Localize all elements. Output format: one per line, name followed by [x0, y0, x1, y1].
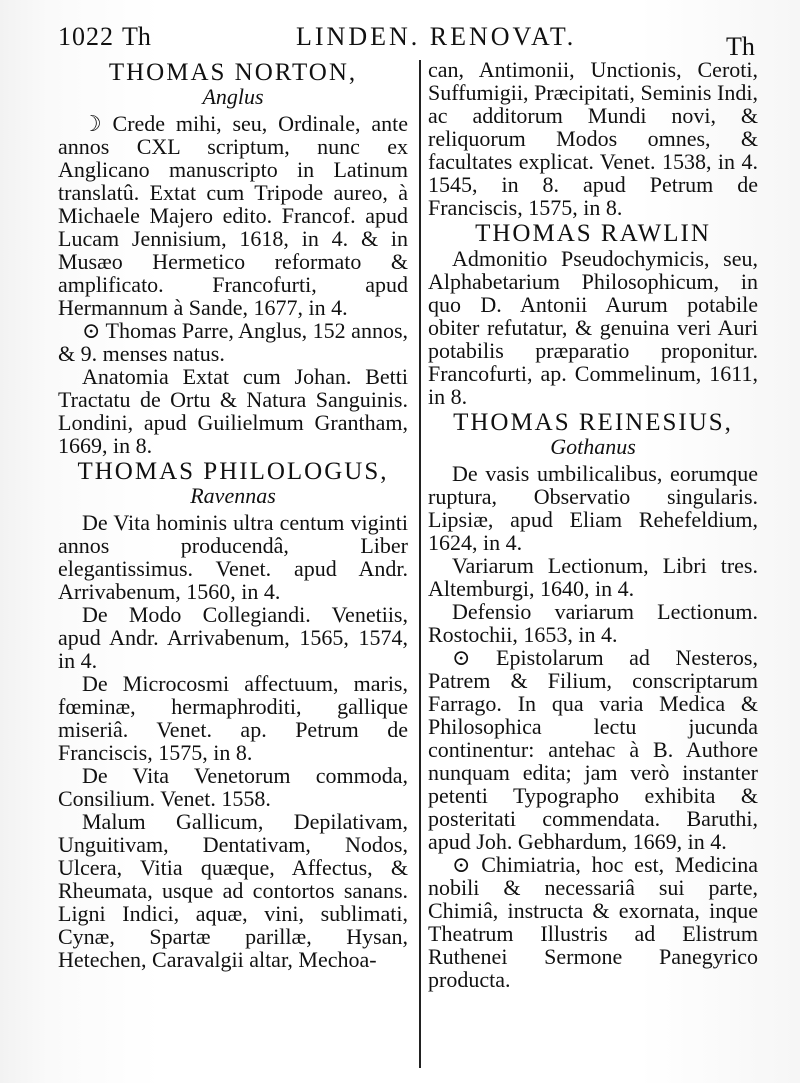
author-heading: THOMAS RAWLIN	[475, 220, 711, 247]
catchword-right: Th	[726, 32, 755, 61]
right-column	[428, 58, 758, 1069]
bibliography-entry: ⊙ Chimiatria, hoc est, Medicina nobili & necessariâ sui parte, Chimiâ, instructa & exornata, inque Theatrum Illustris ad Elistrum Ruthenei Sermone Panegyrico producta.	[428, 852, 758, 992]
bibliography-entry: ⊙ Thomas Parre, Anglus, 152 annos, & 9. menses natus.	[58, 318, 408, 366]
author-origin: Ravennas	[190, 483, 276, 508]
page-number: 1022	[58, 22, 114, 51]
column-divider	[419, 60, 421, 1068]
bibliography-entry: De Vita Venetorum commoda, Consilium. Venet. 1558.	[58, 763, 408, 811]
author-origin: Gothanus	[550, 434, 636, 459]
bibliography-entry-continued: can, Antimonii, Unctionis, Ceroti, Suffumigii, Præcipitati, Seminis Indi, ac additorum Mundi novi, & reliquorum Modos omnes, & facultates explicat. Venet. 1538, in 4. 1545, in 8. apud Petrum de Franciscis, 1575, in 8.	[428, 58, 758, 220]
author-heading: THOMAS NORTON,	[108, 59, 358, 86]
bibliography-entry: De Modo Collegiandi. Venetiis, apud Andr. Arrivabenum, 1565, 1574, in 4.	[58, 602, 408, 673]
bibliography-entry: Anatomia Extat cum Johan. Betti Tractatu de Ortu & Natura Sanguinis. Londini, apud Guilielmum Grantham, 1669, in 8.	[58, 364, 408, 458]
catchword-left: Th	[122, 22, 151, 51]
running-title: LINDEN. RENOVAT.	[296, 22, 577, 51]
bibliography-entry: De vasis umbilicalibus, eorumque ruptura, Observatio singularis. Lipsiæ, apud Eliam Rehefeldium, 1624, in 4.	[428, 461, 758, 555]
bibliography-entry: ⊙ Epistolarum ad Nesteros, Patrem & Filium, conscriptarum Farrago. In qua varia Medica & Philosophica lectu jucunda continentur: antehac à B. Authore nunquam edita; jam verò instanter petenti Typographo exhibita & posteritati commendata. Baruthi, apud Joh. Gebhardum, 1669, in 4.	[428, 645, 758, 854]
bibliography-entry: ☽ Crede mihi, seu, Ordinale, ante annos CXL scriptum, nunc ex Anglicano manuscripto in Latinum translatû. Extat cum Tripode aureo, à Michaele Majero edito. Francof. apud Lucam Jennisium, 1618, in 4. & in Musæo Hermetico reformato & amplificato. Francofurti, apud Hermannum à Sande, 1677, in 4.	[58, 111, 408, 320]
page-header	[0, 18, 800, 61]
bibliography-entry: Malum Gallicum, Depilativam, Unguitivam, Dentativam, Nodos, Ulcera, Vitia quæque, Affectus, & Rheumata, usque ad contortos sanans. Ligni Indici, aquæ, vini, sublimati, Cynæ, Spartæ parillæ, Hysan, Hetechen, Caravalgii altar, Mechoa-	[58, 809, 408, 972]
bibliography-entry: Defensio variarum Lectionum. Rostochii, 1653, in 4.	[428, 599, 758, 647]
bibliography-entry: Admonitio Pseudochymicis, seu, Alphabetarium Philosophicum, in quo D. Antonii Aurum potabile obiter refutatur, & genuina veri Auri potabilis præparatio proponitur. Francofurti, ap. Commelinum, 1611, in 8.	[428, 246, 758, 409]
bibliography-entry: De Vita hominis ultra centum viginti annos producendâ, Liber elegantissimus. Venet. apud Andr. Arrivabenum, 1560, in 4.	[58, 510, 408, 604]
author-origin: Anglus	[202, 84, 264, 109]
bibliography-entry: De Microcosmi affectuum, maris, fœminæ, hermaphroditi, gallique miseriâ. Venet. ap. Petrum de Franciscis, 1575, in 8.	[58, 671, 408, 765]
author-heading: THOMAS REINESIUS,	[453, 409, 733, 436]
left-column	[58, 58, 408, 1069]
bibliography-entry: Variarum Lectionum, Libri tres. Altemburgi, 1640, in 4.	[428, 553, 758, 601]
author-heading: THOMAS PHILOLOGUS,	[77, 458, 389, 485]
